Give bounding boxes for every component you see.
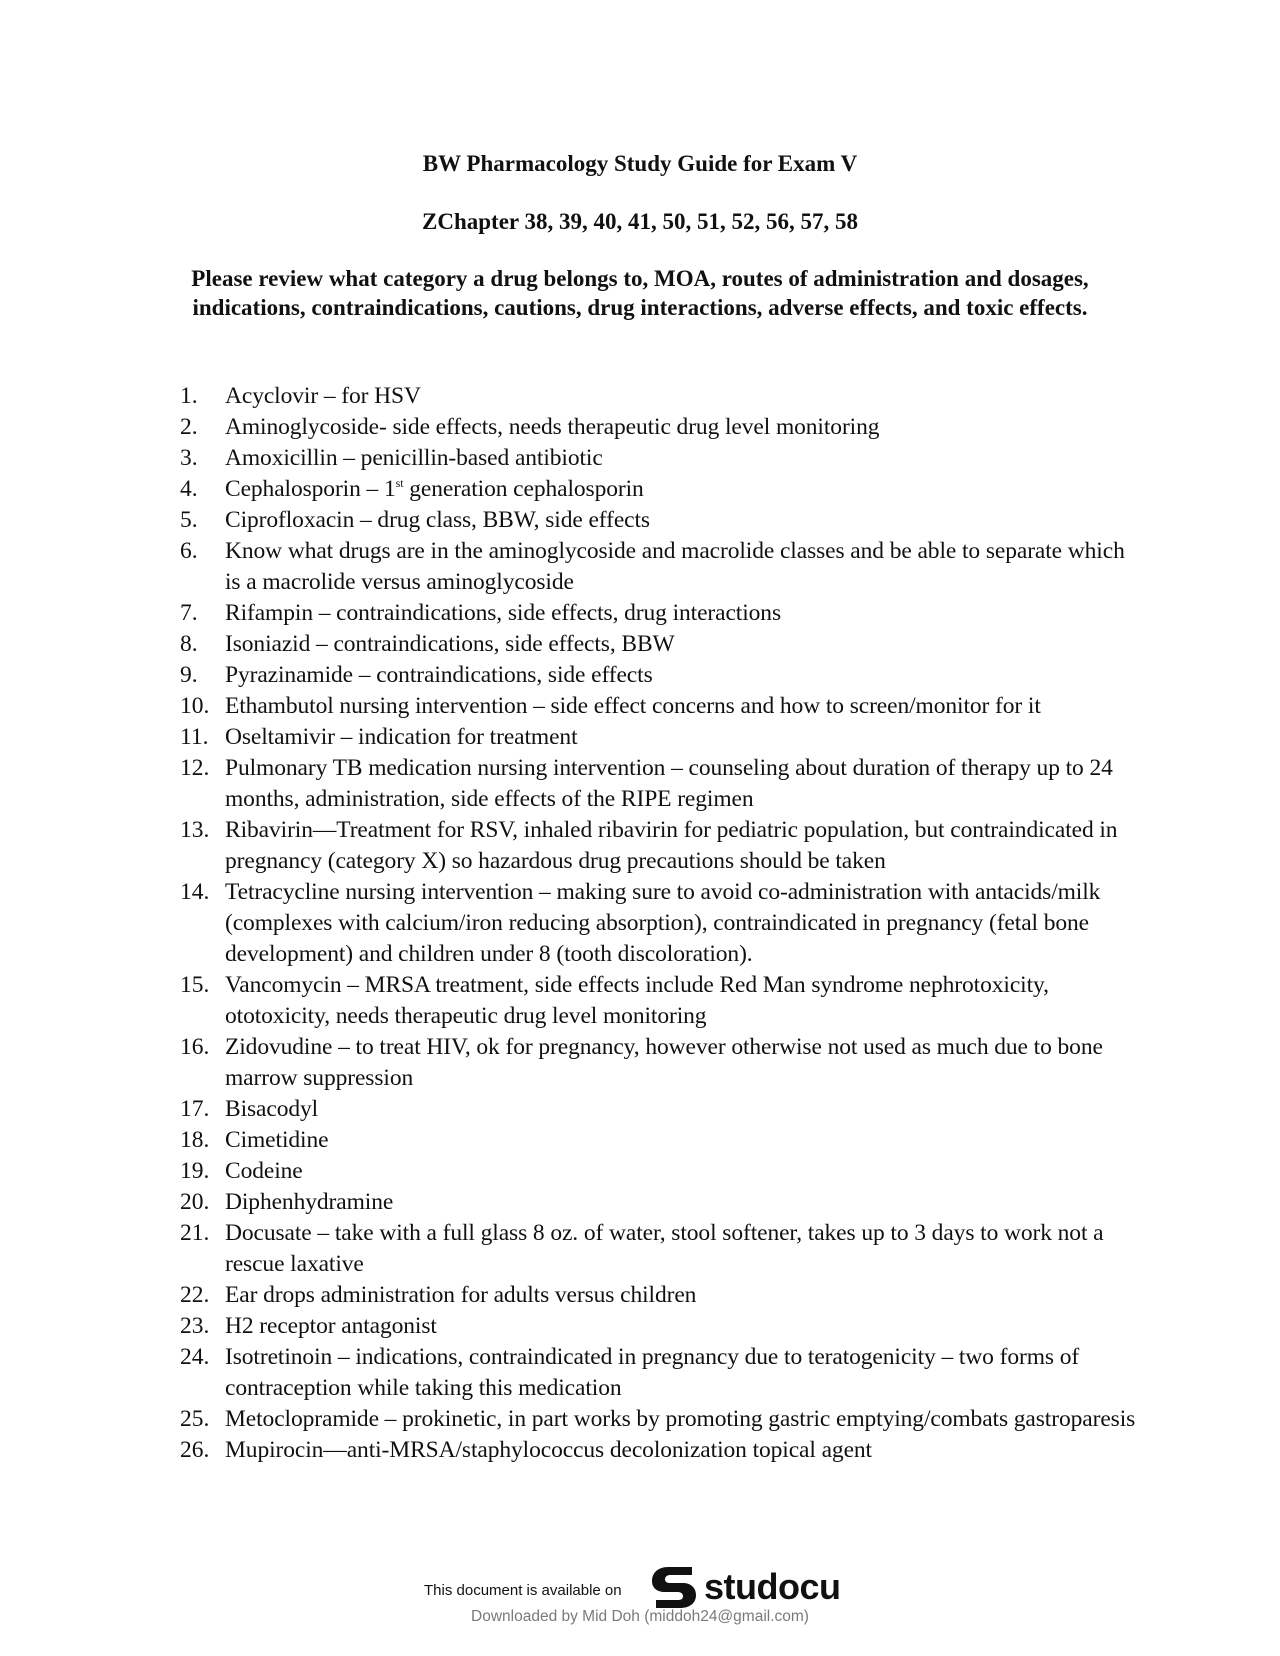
- list-item: [180, 1094, 1140, 1125]
- list-item-number: 26.: [180, 1437, 210, 1463]
- list-item: [180, 691, 1140, 722]
- list-item: [180, 1187, 1140, 1218]
- downloaded-by-text: Downloaded by Mid Doh (middoh24@gmail.com): [471, 1608, 809, 1625]
- list-item-text: Pyrazinamide – contraindications, side effects: [225, 662, 653, 688]
- document-subtitle: ZChapter 38, 39, 40, 41, 50, 51, 52, 56, 57, 58: [422, 209, 858, 234]
- list-item-text: Codeine: [225, 1158, 303, 1184]
- list-item: [180, 505, 1140, 536]
- list-item-number: 23.: [180, 1313, 210, 1339]
- list-item-number: 17.: [180, 1096, 210, 1122]
- list-item-text: Bisacodyl: [225, 1096, 319, 1122]
- list-item-text-part: Cephalosporin – 1: [225, 476, 396, 502]
- list-item-text: Isotretinoin – indications, contraindicated in pregnancy due to teratogenicity – two forms of contraception while taking this medication: [225, 1344, 1080, 1401]
- list-item: [180, 412, 1140, 443]
- list-item-text: Vancomycin – MRSA treatment, side effects include Red Man syndrome nephrotoxicity, ototoxicity, needs therapeutic drug level monitoring: [225, 972, 1049, 1029]
- review-instructions: Please review what category a drug belongs to, MOA, routes of administration and dosages, indications, contraindications, cautions, drug interactions, adverse effects, and toxic effects.: [191, 266, 1089, 320]
- list-item: [180, 877, 1140, 970]
- list-item-text: Ribavirin—Treatment for RSV, inhaled ribavirin for pediatric population, but contraindicated in pregnancy (category X) so hazardous drug precautions should be taken: [225, 817, 1118, 874]
- list-item-number: 18.: [180, 1127, 210, 1153]
- list-item: [180, 1342, 1140, 1404]
- list-item-number: 15.: [180, 972, 210, 998]
- list-item: [180, 1125, 1140, 1156]
- list-item-number: 12.: [180, 755, 210, 781]
- list-item: [180, 1435, 1140, 1466]
- list-item: [180, 1280, 1140, 1311]
- list-item-number: 22.: [180, 1282, 210, 1308]
- studocu-logo-text[interactable]: studocu: [704, 1566, 841, 1607]
- list-item-text: Metoclopramide – prokinetic, in part works by promoting gastric emptying/combats gastroparesis: [225, 1406, 1136, 1432]
- list-item: [180, 1311, 1140, 1342]
- studocu-logo-icon[interactable]: [648, 1561, 700, 1613]
- list-item: [180, 1218, 1140, 1280]
- list-item-number: 10.: [180, 693, 210, 719]
- list-item: [180, 1404, 1140, 1435]
- list-item-number: 1.: [180, 383, 198, 409]
- list-item: [180, 1032, 1140, 1094]
- list-item-text: Diphenhydramine: [225, 1189, 394, 1215]
- list-item-number: 11.: [180, 724, 209, 750]
- list-item-number: 19.: [180, 1158, 210, 1184]
- list-item: [180, 722, 1140, 753]
- list-item: [180, 815, 1140, 877]
- list-item-number: 5.: [180, 507, 198, 533]
- list-item-text: Zidovudine – to treat HIV, ok for pregnancy, however otherwise not used as much due to bone marrow suppression: [225, 1034, 1103, 1091]
- list-item: [180, 598, 1140, 629]
- list-item-text: Rifampin – contraindications, side effects, drug interactions: [225, 600, 782, 626]
- list-item-number: 13.: [180, 817, 210, 843]
- list-item: [180, 753, 1140, 815]
- list-item-text: Amoxicillin – penicillin-based antibiotic: [225, 445, 603, 471]
- list-item-text: Docusate – take with a full glass 8 oz. of water, stool softener, takes up to 3 days to work not a rescue laxative: [225, 1220, 1104, 1277]
- list-item-text: Aminoglycoside- side effects, needs therapeutic drug level monitoring: [225, 414, 880, 440]
- list-item-text: Mupirocin—anti-MRSA/staphylococcus decolonization topical agent: [225, 1437, 872, 1463]
- list-item-number: 21.: [180, 1220, 210, 1246]
- list-item-number: 8.: [180, 631, 198, 657]
- list-item: [180, 660, 1140, 691]
- list-item-number: 4.: [180, 476, 198, 502]
- list-item-text: Acyclovir – for HSV: [225, 383, 421, 409]
- list-item-text: Oseltamivir – indication for treatment: [225, 724, 578, 750]
- list-item: [180, 970, 1140, 1032]
- list-item-text: Cimetidine: [225, 1127, 329, 1153]
- list-item-text: Ear drops administration for adults versus children: [225, 1282, 697, 1308]
- list-item-number: 20.: [180, 1189, 210, 1215]
- document-title: BW Pharmacology Study Guide for Exam V: [422, 151, 858, 176]
- list-item: [180, 474, 1140, 505]
- list-item-text: Tetracycline nursing intervention – making sure to avoid co-administration with antacids/milk (complexes with calcium/iron reducing absorption), contraindicated in pregnancy (fetal bone development) and children under 8 (tooth discoloration).: [225, 879, 1101, 967]
- list-item-number: 14.: [180, 879, 210, 905]
- list-item-text: Pulmonary TB medication nursing intervention – counseling about duration of therapy up to 24 months, administration, side effects of the RIPE regimen: [225, 755, 1113, 812]
- list-item: [180, 381, 1140, 412]
- list-item-number: 9.: [180, 662, 198, 688]
- list-item-text: [225, 474, 1140, 505]
- ordinal-superscript: st: [395, 476, 404, 491]
- list-item-number: 7.: [180, 600, 198, 626]
- study-item-list: [180, 381, 1140, 1466]
- list-item-text: Ethambutol nursing intervention – side effect concerns and how to screen/monitor for it: [225, 693, 1041, 719]
- list-item-text: Ciprofloxacin – drug class, BBW, side effects: [225, 507, 650, 533]
- list-item-number: 25.: [180, 1406, 210, 1432]
- list-item-number: 24.: [180, 1344, 210, 1370]
- list-item-number: 2.: [180, 414, 198, 440]
- list-item: [180, 1156, 1140, 1187]
- list-item: [180, 536, 1140, 598]
- list-item: [180, 629, 1140, 660]
- list-item-text: Know what drugs are in the aminoglycoside and macrolide classes and be able to separate which is a macrolide versus aminoglycoside: [225, 538, 1125, 595]
- list-item-number: 16.: [180, 1034, 210, 1060]
- list-item-number: 6.: [180, 538, 198, 564]
- available-on-text: This document is available on: [424, 1582, 622, 1599]
- list-item-number: 3.: [180, 445, 198, 471]
- list-item: [180, 443, 1140, 474]
- list-item-text: H2 receptor antagonist: [225, 1313, 437, 1339]
- list-item-text-part: generation cephalosporin: [403, 476, 644, 502]
- list-item-text: Isoniazid – contraindications, side effects, BBW: [225, 631, 675, 657]
